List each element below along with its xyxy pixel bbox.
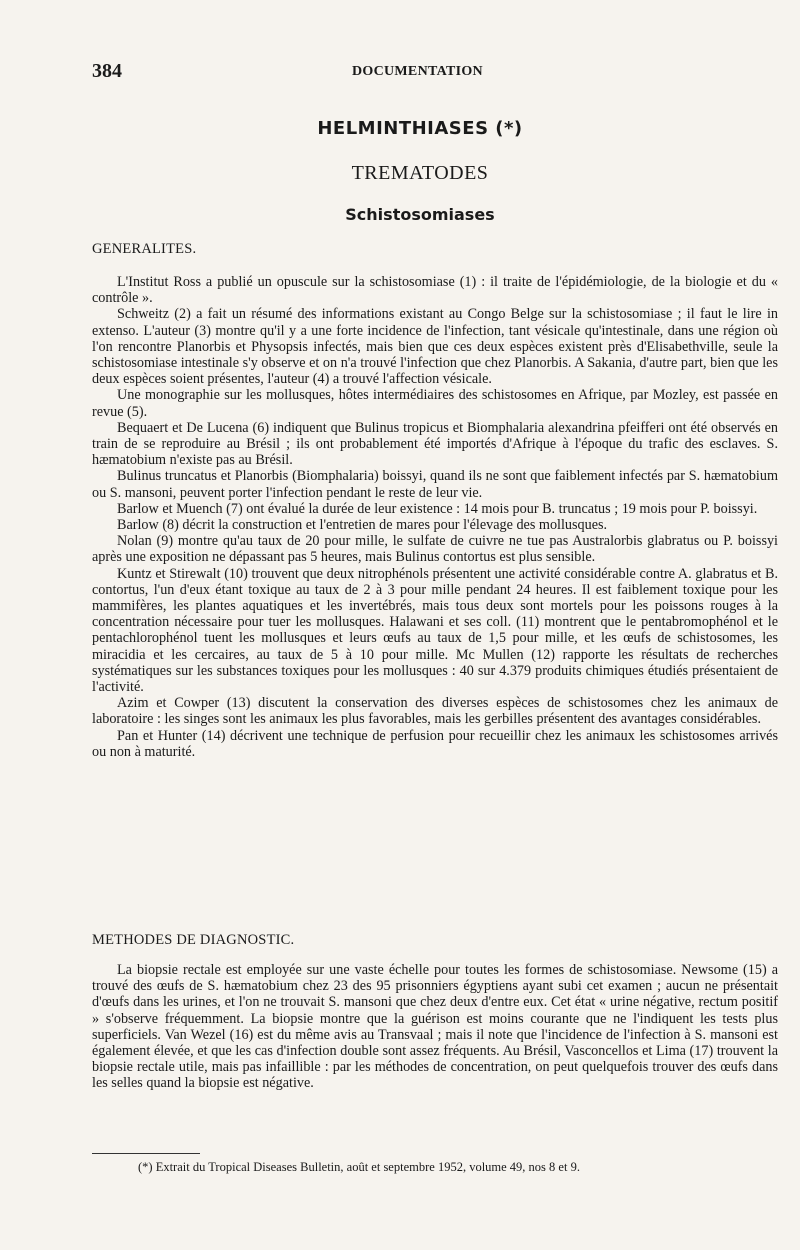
footnote: (*) Extrait du Tropical Diseases Bulletin, août et septembre 1952, volume 49, nos 8 et 9.: [138, 1160, 580, 1174]
paragraph: Bequaert et De Lucena (6) indiquent que Bulinus tropicus et Biomphalaria alexandrina pfeifferi ont été observés en train de se reproduire au Brésil ; ils ont probablement été importés d'Afrique à l'époque du trafic des esclaves. S. hæmatobium n'existe pas au Brésil.: [92, 419, 778, 469]
subsection-title: Schistosomiases: [345, 205, 495, 224]
paragraph: Kuntz et Stirewalt (10) trouvent que deux nitrophénols présentent une activité considérable contre A. glabratus et B. contortus, l'un d'eux étant toxique au taux de 2 à 3 pour mille pendant 24 heures. Il est faiblement toxique pour les mammifères, les plantes aquatiques et les invertébrés, mais tous deux sont mortels pour les poissons rouges à la concentration nécessaire pour tuer les mollusques. Halawani et ses coll. (11) montrent que le pentabromophénol et le pentachlorophénol tuent les mollusques et leurs œufs au taux de 1,5 pour mille, et les œufs de schistosomes, les miracidia et les cercaires, au taux de 5 à 10 pour mille. Mc Mullen (12) rapporte les résultats de recherches systématiques sur les substances toxiques pour les mollusques : 40 sur 4.379 produits chimiques étudiés présentaient de l'activité.: [92, 565, 778, 696]
methodes-body: [92, 962, 778, 1092]
methodes-heading: METHODES DE DIAGNOSTIC.: [92, 932, 295, 948]
section-title: TREMATODES: [351, 162, 489, 184]
running-head: DOCUMENTATION: [352, 64, 483, 79]
paragraph: Barlow (8) décrit la construction et l'entretien de mares pour l'élevage des mollusques.: [117, 517, 608, 534]
paragraph: Barlow et Muench (7) ont évalué la durée de leur existence : 14 mois pour B. truncatus ; 19 mois pour P. boissyi.: [117, 500, 758, 517]
paragraph: Nolan (9) montre qu'au taux de 20 pour mille, le sulfate de cuivre ne tue pas Australorbis glabratus ou P. boissyi après une exposition ne dépassant pas 5 heures, mais Bulinus contortus est plus sensible.: [92, 533, 778, 566]
generalites-body: [92, 274, 778, 760]
paragraph: Azim et Cowper (13) discutent la conservation des diverses espèces de schistosomes chez les animaux de laboratoire : les singes sont les animaux les plus favorables, mais les gerbilles présentent des avantages considérables.: [92, 695, 778, 728]
paragraph: Bulinus truncatus et Planorbis (Biomphalaria) boissyi, quand ils ne sont que faiblement infectés par S. hæmatobium ou S. mansoni, peuvent porter l'infection pendant le reste de leur vie.: [92, 468, 778, 501]
paragraph: L'Institut Ross a publié un opuscule sur la schistosomiase (1) : il traite de l'épidémiologie, de la biologie et du « contrôle ».: [92, 274, 778, 307]
footnote-divider: [92, 1153, 200, 1154]
paragraph: Pan et Hunter (14) décrivent une technique de perfusion pour recueillir chez les animaux les schistosomes arrivés ou non à maturité.: [92, 727, 778, 760]
page-header: [92, 60, 782, 84]
paragraph: Une monographie sur les mollusques, hôtes intermédiaires des schistosomes en Afrique, par Mozley, est passée en revue (5).: [92, 387, 778, 420]
generalites-heading: GENERALITES.: [92, 241, 197, 257]
paragraph: Schweitz (2) a fait un résumé des informations existant au Congo Belge sur la schistosomiase ; il faut le lire in extenso. L'auteur (3) montre qu'il y a une forte incidence de l'infection, tant vésicale qu'intestinale, dans une région où l'on rencontre Planorbis et Physopsis infectés, mais bien que ces deux espèces existent près d'Elisabethville, seule la schistosomiase intestinale s'y observe et on n'a trouvé l'infection que chez Planorbis. A Sakania, d'autre part, bien que les deux espèces soient présentes, l'auteur (4) a trouvé l'affection vésicale.: [92, 306, 778, 388]
paragraph: La biopsie rectale est employée sur une vaste échelle pour toutes les formes de schistosomiase. Newsome (15) a trouvé des œufs de S. hæmatobium chez 23 des 95 prisonniers égyptiens ayant subi cet examen ; aucun ne présentait d'œufs dans les urines, et l'on ne trouvait S. mansoni que chez deux d'entre eux. Cet état « urine négative, rectum positif » s'observe fréquemment. La biopsie montre que la guérison est moins courante que ne l'indiquent les tests plus superficiels. Van Wezel (16) est du même avis au Transvaal ; mais il note que l'incidence de l'infection à S. mansoni est également élevée, et que les cas d'infection double sont assez fréquents. Au Brésil, Vasconcellos et Lima (17) trouvent la biopsie rectale utile, mais pas infaillible : par les méthodes de concentration, on peut quelquefois trouver des œufs dans les selles quand la biopsie est négative.: [92, 962, 778, 1092]
article-title: HELMINTHIASES (*): [317, 118, 523, 139]
page-number: 384: [92, 60, 122, 82]
